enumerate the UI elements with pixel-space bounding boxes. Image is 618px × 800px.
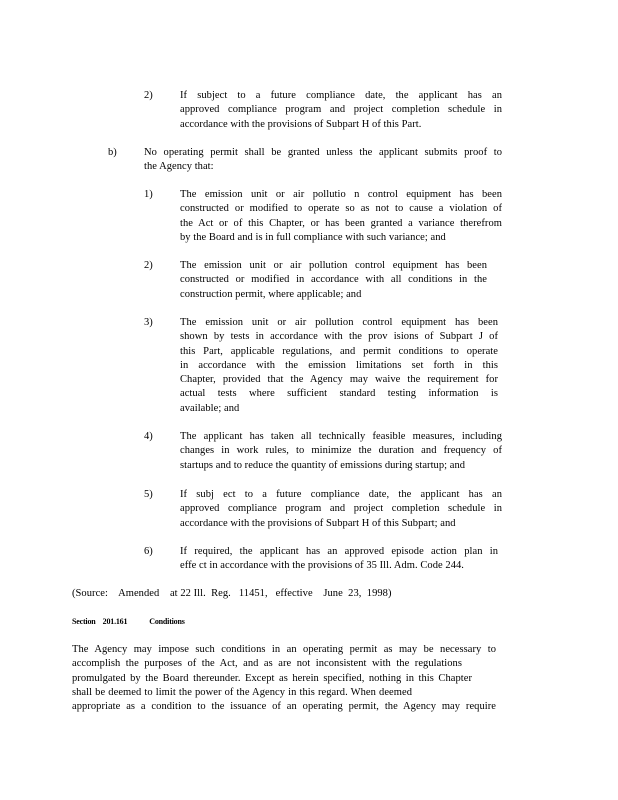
sub-item-4-text (180, 430, 502, 473)
text-line: accomplish the purposes of the Act, and as are not inconsistent with the regulations (72, 658, 462, 670)
text-line: accordance with the provisions of Subpart H of this Subpart; and (180, 517, 456, 529)
sub-item-4-label: 4) (144, 431, 153, 442)
text-line: changes in work rules, to minimize the duration and frequency of (180, 445, 502, 457)
sub-item-3-text (180, 316, 498, 416)
text-line: the Agency that: (144, 161, 214, 173)
sub-item-3-label: 3) (144, 317, 153, 328)
text-line: If required, the applicant has an approved episode action plan in (180, 546, 498, 557)
sub-item-5-label: 5) (144, 489, 153, 500)
sub-item-5-text (180, 488, 502, 531)
text-line: effe ct in accordance with the provisions of 35 Ill. Adm. Code 244. (180, 560, 464, 572)
text-line: The applicant has taken all technically feasible measures, including (180, 431, 502, 442)
item-b-label: b) (108, 147, 117, 158)
text-line: shown by tests in accordance with the prov isions of Subpart J of (180, 331, 498, 343)
sub-item-6-label: 6) (144, 546, 153, 557)
sub-item-2-label: 2) (144, 260, 153, 271)
sub-item-1-label: 1) (144, 189, 153, 200)
sub-item-6-text (180, 545, 498, 574)
sub-item-1-text (180, 188, 502, 245)
section-heading (72, 617, 185, 626)
section-title: Conditions (149, 617, 185, 626)
text-line: The emission unit or air pollution control equipment has been (180, 317, 498, 328)
item-a2-label: 2) (144, 90, 153, 101)
text-line: The Agency may impose such conditions in an operating permit as may be necessary to (72, 644, 496, 655)
item-b-text (144, 146, 502, 175)
item-a2-text (180, 89, 502, 132)
text-line: accordance with the provisions of Subpart H of this Part. (180, 118, 422, 130)
text-line: The emission unit or air pollution control equipment has been (180, 260, 487, 271)
text-line: The emission unit or air pollutio n control equipment has been (180, 189, 502, 200)
text-line: the Act or of this Chapter, or has been granted a variance therefrom (180, 217, 502, 229)
text-line: constructed or modified to operate so as not to cause a violation of (180, 203, 502, 215)
text-line: shall be deemed to limit the power of the Agency in this regard. When deemed (72, 686, 412, 698)
text-line: Chapter, provided that the Agency may waive the requirement for (180, 374, 498, 386)
text-line: by the Board and is in full compliance with such variance; and (180, 231, 446, 243)
source-note: (Source: Amended at 22 Ill. Reg. 11451, effective June 23, 1998) (72, 588, 392, 599)
text-line: startups and to reduce the quantity of emissions during startup; and (180, 459, 466, 471)
sub-item-2-text (180, 259, 487, 302)
text-line: this Part, applicable regulations, and permit conditions to operate (180, 345, 498, 357)
section-number: Section 201.161 (72, 617, 128, 626)
text-line: appropriate as a condition to the issuance of an operating permit, the Agency may require (72, 701, 496, 713)
text-line: construction permit, where applicable; and (180, 288, 362, 300)
section-body (72, 643, 496, 714)
text-line: If subject to a future compliance date, the applicant has an (180, 90, 502, 101)
text-line: No operating permit shall be granted unless the applicant submits proof to (144, 147, 502, 158)
text-line: available; and (180, 402, 240, 414)
text-line: promulgated by the Board thereunder. Except as herein specified, nothing in this Chapter (72, 672, 472, 684)
text-line: If subj ect to a future compliance date, the applicant has an (180, 489, 502, 500)
text-line: approved compliance program and project completion schedule in (180, 503, 502, 515)
text-line: constructed or modified in accordance with all conditions in the (180, 274, 487, 286)
text-line: approved compliance program and project completion schedule in (180, 104, 502, 116)
text-line: actual tests where sufficient standard testing information is (180, 388, 498, 400)
text-line: in accordance with the emission limitations set forth in this (180, 359, 498, 371)
